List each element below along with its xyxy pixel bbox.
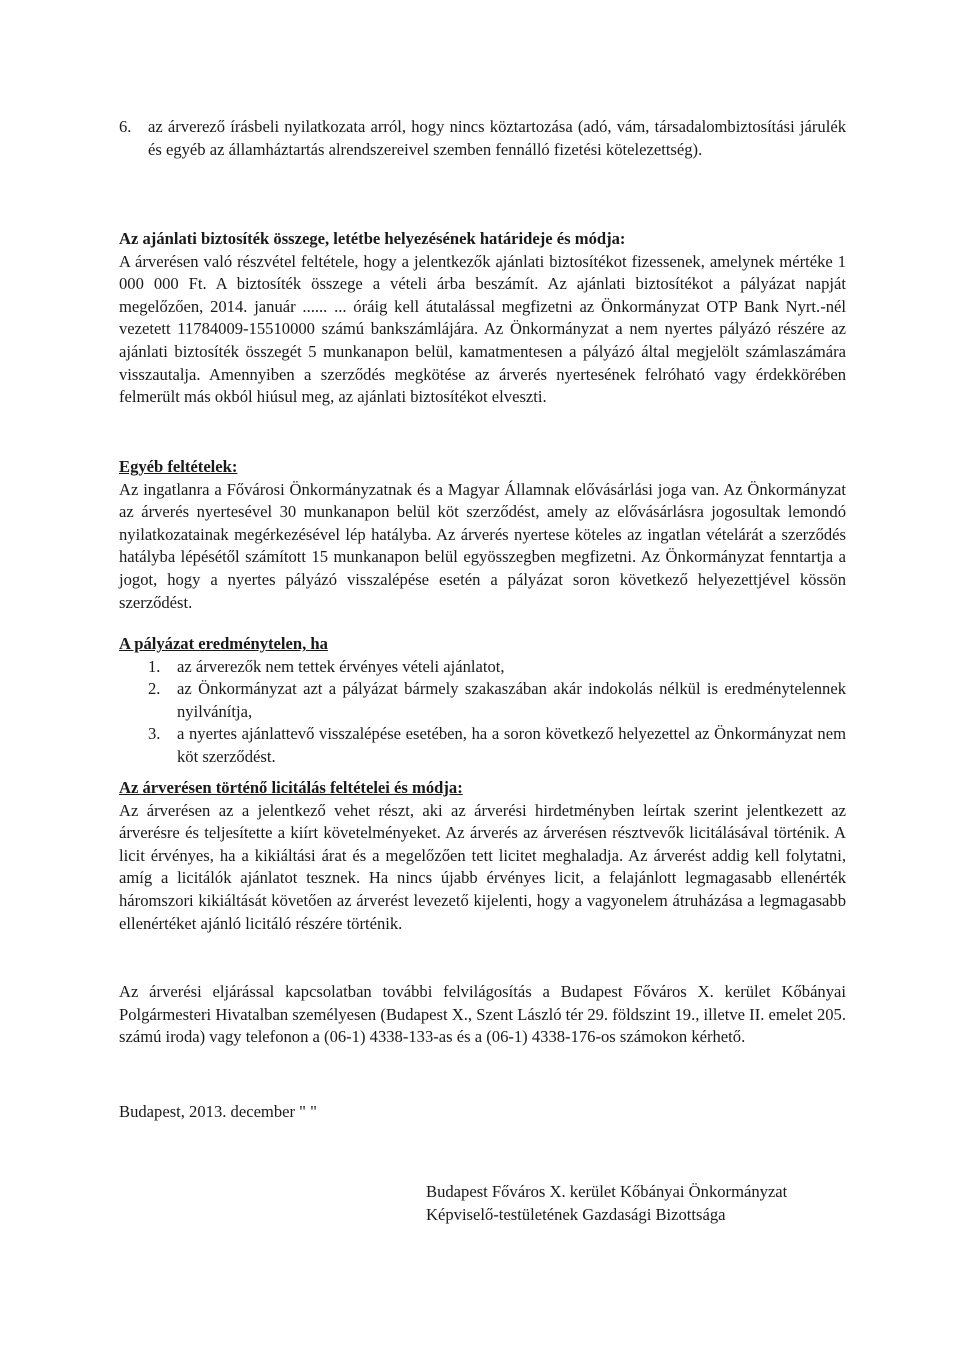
other-conditions-heading: Egyéb feltételek: bbox=[119, 457, 238, 476]
item-number: 6. bbox=[119, 117, 132, 136]
date-line bbox=[119, 1101, 846, 1124]
signature-line-1: Budapest Főváros X. kerület Kőbányai Önkormányzat bbox=[426, 1182, 788, 1201]
list-item-text: az árverezők nem tettek érvényes vételi ajánlatot, bbox=[177, 656, 505, 676]
item-text: az árverező írásbeli nyilatkozata arról, hogy nincs köztartozása (adó, vám, társadalombiztosítási járulék és egyéb az államháztartás alrendszereivel szemben fennálló fizetési kötelezettség). bbox=[148, 117, 846, 159]
list-item-text: a nyertes ajánlattevő visszalépése esetében, ha a soron következő helyezettel az Önkormányzat nem köt szerződést. bbox=[177, 724, 846, 766]
list-item-number: 2. bbox=[148, 679, 161, 699]
information-paragraph bbox=[119, 981, 846, 1049]
bidding-heading: Az árverésen történő licitálás feltételei és módja: bbox=[119, 778, 463, 797]
list-item bbox=[148, 656, 846, 679]
bidding-paragraph: Az árverésen az a jelentkező vehet részt, aki az árverési hirdetményben leírtak szerint jelentkezett az árverésre és teljesítette a kiírt követelményeket. Az árverés az árverésen résztvevők licitálásával történik. A licit érvényes, ha a kikiáltási árat és a megelőzően tett licitet meghaladja. Az árverést addig kell folytatni, amíg a licitálók ajánlatot tesznek. Ha nincs újabb érvényes licit, a felajánlott legmagasabb ellenérték háromszori kikiáltását követően az árverést levezető kijelenti, hogy a vagyonelem átruházása a legmagasabb ellenértéket ajánló licitáló részére történik. bbox=[119, 800, 846, 933]
unsuccessful-section bbox=[119, 633, 846, 769]
condition-item-6 bbox=[119, 116, 846, 161]
list-item bbox=[148, 723, 846, 768]
list-item-text: az Önkormányzat azt a pályázat bármely szakaszában akár indokolás nélkül is eredménytelennek nyilvánítja, bbox=[177, 679, 846, 721]
unsuccessful-heading: A pályázat eredménytelen, ha bbox=[119, 634, 328, 653]
other-conditions-paragraph: Az ingatlanra a Fővárosi Önkormányzatnak és a Magyar Államnak elővásárlási joga van. Az Önkormányzat az árverés nyertesével 30 munkanapon belül köt szerződést, amely az elővásárlásra jogosultak lemondó nyilatkozatainak megérkezésével lép hatályba. Az árverés nyertese köteles az ingatlan vételárát a szerződés hatályba lépésétől számított 15 munkanapon belül egyösszegben megfizetni. Az Önkormányzat fenntartja a jogot, hogy a nyertes pályázó visszalépése esetén a pályázat soron következő helyezettjével kössön szerződést. bbox=[119, 479, 846, 612]
list-item-number: 1. bbox=[148, 656, 161, 676]
information-text: Az árverési eljárással kapcsolatban további felvilágosítás a Budapest Főváros X. kerület Kőbányai Polgármesteri Hivatalban személyesen (Budapest X., Szent László tér 29. földszint 19., illetve II. emelet 205. számú iroda) vagy telefonon a (06-1) 4338-133-as és a (06-1) 4338-176-os számokon kérhető. bbox=[119, 982, 846, 1047]
deposit-paragraph: A árverésen való részvétel feltétele, hogy a jelentkezők ajánlati biztosítékot fizessenek, amelynek mértéke 1 000 000 Ft. A biztosíték összege a vételi árba beszámít. Az ajánlati biztosítékot a pályázat napját megelőzően, 2014. január ...... ... óráig kell átutalással megfizetni az Önkormányzat OTP Bank Nyrt.-nél vezetett 11784009-15510000 számú bankszámlájára. Az Önkormányzat a nem nyertes pályázó részére az ajánlati biztosíték összegét 5 munkanapon belül, kamatmentesen a pályázó által megjelölt számlaszámára visszautalja. Amennyiben a szerződés megkötése az árverés nyertesének felróható vagy érdekkörében felmerült más okból hiúsul meg, az ajánlati biztosítékot elveszti. bbox=[119, 251, 846, 407]
signature-line-2: Képviselő-testületének Gazdasági Bizottsága bbox=[426, 1204, 726, 1224]
date-text: Budapest, 2013. december " " bbox=[119, 1102, 317, 1121]
deposit-heading: Az ajánlati biztosíték összege, letétbe helyezésének határideje és módja: bbox=[119, 229, 626, 248]
other-conditions-section bbox=[119, 456, 846, 614]
signature-block bbox=[426, 1181, 856, 1226]
list-item-number: 3. bbox=[148, 724, 161, 744]
list-item bbox=[148, 678, 846, 723]
deposit-section bbox=[119, 228, 846, 409]
bidding-section bbox=[119, 777, 846, 935]
